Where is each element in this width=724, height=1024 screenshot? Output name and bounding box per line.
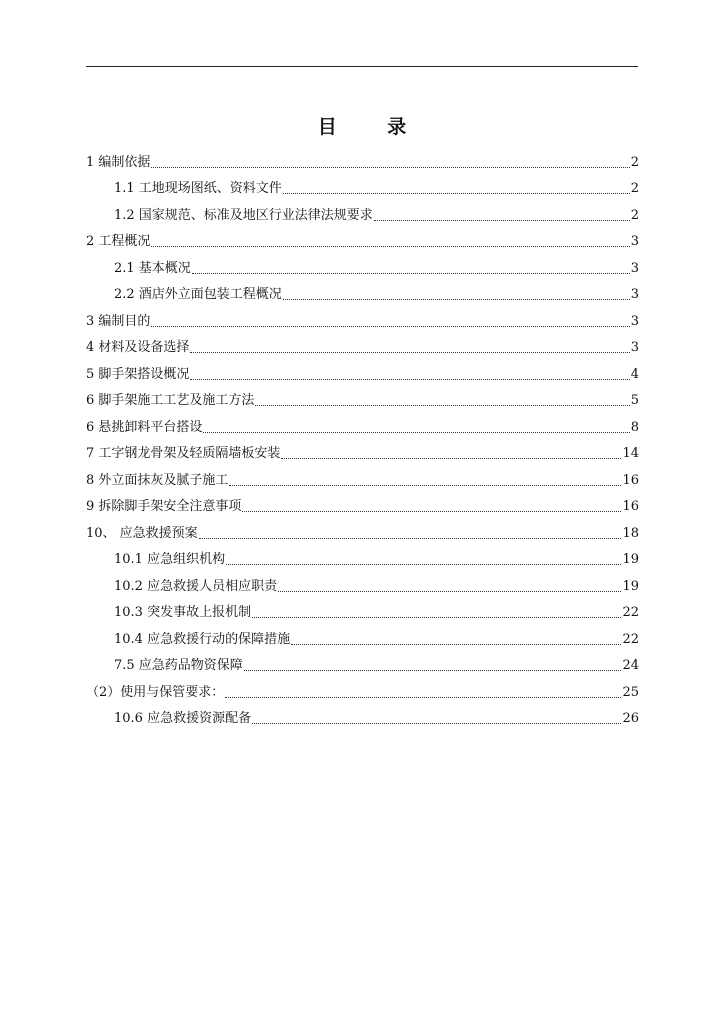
toc-dot-leader — [281, 458, 621, 459]
toc-dot-leader — [192, 273, 630, 274]
toc-entry-label: 6 脚手架施工工艺及施工方法 — [86, 393, 255, 408]
toc-entry[interactable] — [86, 621, 639, 648]
toc-entry-label: 9 拆除脚手架安全注意事项 — [86, 499, 242, 514]
toc-dot-leader — [242, 511, 621, 512]
toc-entry-label: 1.2 国家规范、标准及地区行业法律法规要求 — [114, 207, 373, 223]
toc-entry-label: 7.5 应急药品物资保障 — [114, 658, 243, 673]
toc-entry-label: 2.1 基本概况 — [114, 260, 191, 276]
toc-entry-page: 24 — [622, 658, 639, 673]
toc-dot-leader — [283, 193, 630, 194]
toc-entry[interactable] — [86, 197, 639, 224]
toc-entry[interactable] — [86, 356, 639, 383]
toc-dot-leader — [190, 379, 629, 380]
toc-entry[interactable] — [86, 277, 639, 304]
toc-entry-label: 3 编制目的 — [86, 313, 151, 329]
toc-entry-label: 6 悬挑卸料平台搭设 — [86, 419, 203, 435]
toc-entry-page: 16 — [622, 499, 639, 514]
toc-entry-page: 18 — [622, 525, 639, 541]
toc-entry-label: 1 编制依据 — [86, 154, 151, 170]
toc-entry[interactable] — [86, 674, 639, 701]
toc-entry-page: 3 — [630, 260, 639, 276]
toc-entry-label: （2）使用与保管要求： — [86, 684, 225, 700]
toc-entry-page: 19 — [622, 552, 639, 567]
toc-entry-page: 2 — [630, 181, 639, 196]
toc-entry-page: 2 — [630, 207, 639, 223]
toc-entry[interactable] — [86, 462, 639, 489]
toc-entry-page: 8 — [630, 419, 639, 435]
toc-entry-label: 4 材料及设备选择 — [86, 340, 190, 355]
toc-dot-leader — [283, 299, 630, 300]
toc-entry-page: 16 — [622, 472, 639, 488]
toc-entry-page: 22 — [622, 631, 639, 647]
header-rule — [86, 66, 638, 67]
toc-entry[interactable] — [86, 489, 639, 516]
toc-entry[interactable] — [86, 648, 639, 675]
toc-entry[interactable] — [86, 409, 639, 436]
toc-dot-leader — [199, 538, 622, 539]
toc-dot-leader — [278, 591, 621, 592]
toc-dot-leader — [255, 405, 629, 406]
toc-entry[interactable] — [86, 171, 639, 198]
toc-entry-label: 10、 应急救援预案 — [86, 525, 198, 541]
toc-dot-leader — [203, 432, 629, 433]
toc-entry-label: 1.1 工地现场图纸、资料文件 — [114, 181, 282, 196]
toc-entry[interactable] — [86, 250, 639, 277]
toc-dot-leader — [252, 723, 621, 724]
toc-entry-label: 8 外立面抹灰及腻子施工 — [86, 472, 229, 488]
toc-dot-leader — [291, 644, 621, 645]
toc-title: 目 录 — [317, 116, 429, 138]
toc-entry-label: 10.3 突发事故上报机制 — [114, 605, 252, 620]
toc-entry-label: 7 工字钢龙骨架及轻质隔墙板安装 — [86, 446, 281, 461]
toc-entry-page: 25 — [622, 684, 639, 700]
toc-entry-page: 19 — [622, 578, 639, 594]
toc-dot-leader — [374, 220, 630, 221]
toc-entry-page: 5 — [630, 393, 639, 408]
toc-entry[interactable] — [86, 701, 639, 728]
toc-entry-page: 26 — [622, 711, 639, 726]
toc-entry[interactable] — [86, 330, 639, 357]
toc-dot-leader — [226, 564, 621, 565]
toc-entry[interactable] — [86, 303, 639, 330]
toc-entry-label: 10.2 应急救援人员相应职责 — [114, 578, 278, 594]
toc-entry-page: 3 — [630, 234, 639, 249]
toc-entry[interactable] — [86, 436, 639, 463]
toc-entry[interactable] — [86, 224, 639, 251]
toc-entry[interactable] — [86, 144, 639, 171]
toc-entry-page: 2 — [630, 154, 639, 170]
toc-entry-page: 3 — [630, 287, 639, 302]
toc-dot-leader — [225, 697, 621, 698]
toc-dot-leader — [252, 617, 621, 618]
toc-entry-label: 10.1 应急组织机构 — [114, 552, 226, 567]
toc-entry[interactable] — [86, 542, 639, 569]
toc-dot-leader — [229, 485, 621, 486]
toc-entry[interactable] — [86, 595, 639, 622]
toc-entry-page: 4 — [630, 366, 639, 382]
toc-dot-leader — [151, 246, 629, 247]
toc-entry-label: 10.4 应急救援行动的保障措施 — [114, 631, 291, 647]
toc-entry[interactable] — [86, 568, 639, 595]
toc-entry-page: 3 — [630, 340, 639, 355]
toc-entry[interactable] — [86, 515, 639, 542]
toc-list — [86, 144, 639, 727]
toc-entry-label: 5 脚手架搭设概况 — [86, 366, 190, 382]
toc-dot-leader — [190, 352, 629, 353]
toc-entry-page: 14 — [622, 446, 639, 461]
toc-dot-leader — [151, 167, 629, 168]
toc-entry-page: 22 — [622, 605, 639, 620]
toc-entry-page: 3 — [630, 313, 639, 329]
toc-dot-leader — [244, 670, 622, 671]
toc-entry-label: 2 工程概况 — [86, 234, 151, 249]
toc-entry-label: 10.6 应急救援资源配备 — [114, 711, 252, 726]
toc-entry[interactable] — [86, 383, 639, 410]
toc-entry-label: 2.2 酒店外立面包装工程概况 — [114, 287, 282, 302]
toc-dot-leader — [151, 326, 629, 327]
